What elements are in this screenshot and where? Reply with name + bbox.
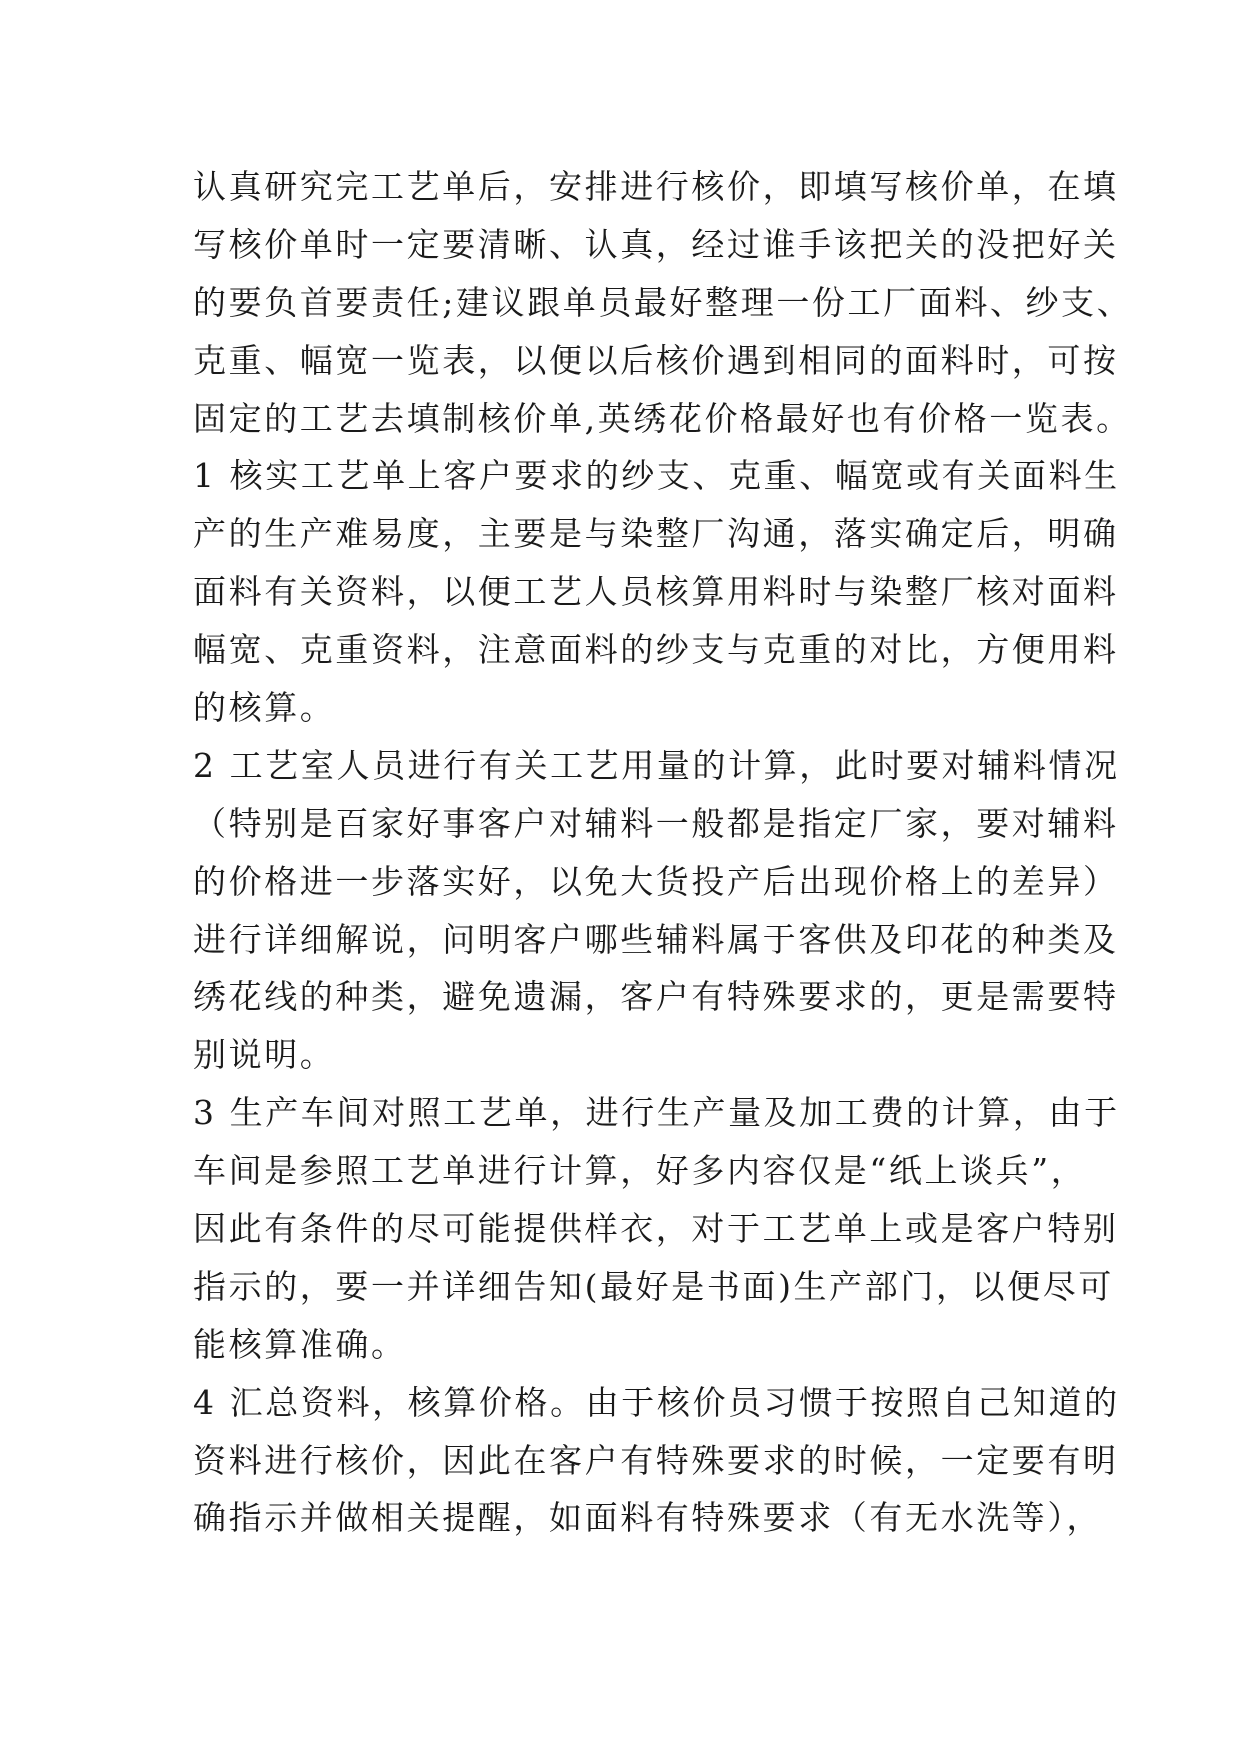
- text-line: 绣花线的种类，避免遗漏，客户有特殊要求的，更是需要特: [193, 977, 1119, 1017]
- text-line: 的核算。: [193, 688, 336, 728]
- text-line: 认真研究完工艺单后，安排进行核价，即填写核价单，在填: [193, 167, 1119, 206]
- text-line: 能核算准确。: [193, 1324, 407, 1364]
- text-line: （特别是百家好事客户对辅料一般都是指定厂家，要对辅料: [193, 803, 1119, 843]
- text-line: 产的生产难易度，主要是与染整厂沟通，落实确定后，明确: [193, 514, 1119, 554]
- text-line: 资料进行核价，因此在客户有特殊要求的时候，一定要有明: [193, 1440, 1119, 1480]
- text-line: 指示的，要一并详细告知(最好是书面)生产部门，以便尽可: [193, 1266, 1114, 1306]
- text-line: 面料有关资料，以便工艺人员核算用料时与染整厂核对面料: [193, 572, 1119, 612]
- document-body: [193, 158, 1133, 1547]
- text-line: 因此有条件的尽可能提供样衣，对于工艺单上或是客户特别: [193, 1209, 1119, 1249]
- text-line: 别说明。: [193, 1035, 336, 1075]
- text-line: 3 生产车间对照工艺单，进行生产量及加工费的计算，由于: [193, 1093, 1120, 1133]
- text-line: 确指示并做相关提醒，如面料有特殊要求（有无水洗等），: [193, 1498, 1103, 1538]
- text-line: 幅宽、克重资料，注意面料的纱支与克重的对比，方便用料: [193, 630, 1119, 670]
- text-line: 写核价单时一定要清晰、认真，经过谁手该把关的没把好关: [193, 224, 1119, 264]
- text-line: 4 汇总资料，核算价格。由于核价员习惯于按照自己知道的: [193, 1382, 1120, 1422]
- text-line: 固定的工艺去填制核价单,英绣花价格最好也有价格一览表。: [193, 398, 1132, 438]
- text-line: 1 核实工艺单上客户要求的纱支、克重、幅宽或有关面料生: [193, 456, 1120, 496]
- text-line: 的价格进一步落实好，以免大货投产后出现价格上的差异）: [193, 861, 1119, 901]
- text-line: 车间是参照工艺单进行计算，好多内容仅是“纸上谈兵”，: [193, 1151, 1087, 1191]
- text-line: 的要负首要责任;建议跟单员最好整理一份工厂面料、纱支、: [193, 282, 1133, 322]
- text-line: 2 工艺室人员进行有关工艺用量的计算，此时要对辅料情况: [193, 745, 1120, 785]
- text-line: 克重、幅宽一览表，以便以后核价遇到相同的面料时，可按: [193, 340, 1119, 380]
- text-line: 进行详细解说，问明客户哪些辅料属于客供及印花的种类及: [193, 919, 1119, 959]
